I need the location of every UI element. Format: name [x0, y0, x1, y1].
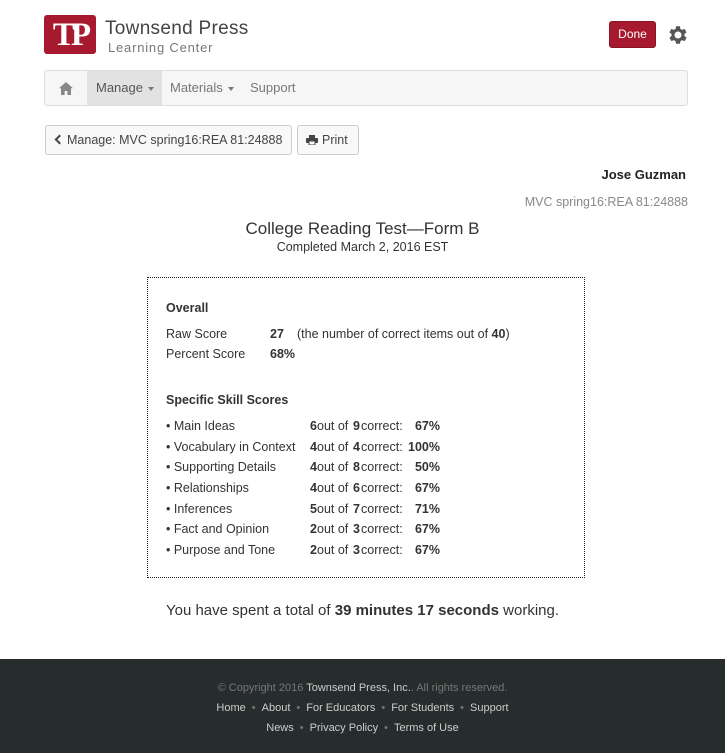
footer-link-support[interactable]: Support — [470, 702, 509, 714]
skill-correct: 2 — [310, 522, 317, 536]
footer-link-educators[interactable]: For Educators — [306, 702, 376, 714]
skill-total: 4 — [353, 440, 360, 454]
percent-score-label: Percent Score — [166, 347, 246, 361]
test-completed-date: Completed March 2, 2016 EST — [276, 240, 449, 254]
skill-out-of: out of — [317, 522, 349, 536]
main-navbar — [44, 70, 688, 106]
skill-row — [166, 543, 586, 563]
skill-correct-label: correct: — [361, 522, 403, 536]
brand-subtitle: Learning Center — [108, 40, 214, 55]
skill-correct-label: correct: — [361, 440, 403, 454]
time-spent-suffix: working. — [498, 602, 560, 619]
footer-separator: • — [296, 702, 301, 714]
done-button[interactable]: Done — [609, 21, 656, 48]
time-spent-prefix: You have spent a total of — [165, 602, 335, 619]
skill-row — [166, 481, 586, 501]
skills-heading: Specific Skill Scores — [166, 393, 289, 407]
time-spent-text — [0, 602, 725, 619]
chevron-down-icon — [228, 87, 234, 91]
footer-links-row-1 — [0, 702, 725, 714]
skill-row — [166, 502, 586, 522]
logo-text: TP — [52, 17, 88, 53]
raw-score-value: 27 — [270, 327, 284, 341]
time-spent-value: 39 minutes 17 seconds — [334, 602, 499, 619]
print-button[interactable] — [297, 125, 359, 155]
overall-heading: Overall — [166, 301, 209, 315]
skill-row — [166, 460, 586, 480]
chevron-left-icon — [55, 135, 65, 145]
raw-score-row — [166, 327, 586, 347]
skill-correct: 4 — [310, 440, 317, 454]
skill-name: • Main Ideas — [166, 419, 235, 433]
skill-name: • Vocabulary in Context — [166, 440, 296, 454]
percent-score-row — [166, 347, 586, 367]
test-title: College Reading Test—Form B — [245, 219, 480, 238]
home-icon — [59, 82, 73, 95]
skill-percent: 67% — [414, 419, 440, 433]
skill-out-of: out of — [317, 502, 349, 516]
skill-percent: 71% — [414, 502, 440, 516]
skill-correct: 6 — [310, 419, 317, 433]
skill-total: 9 — [353, 419, 360, 433]
skill-correct-label: correct: — [361, 460, 403, 474]
header — [0, 0, 725, 70]
skill-total: 6 — [353, 481, 360, 495]
skill-correct: 5 — [310, 502, 317, 516]
footer-separator: • — [460, 702, 465, 714]
raw-total: 40 — [491, 327, 506, 341]
skill-correct-label: correct: — [361, 502, 403, 516]
skill-row — [166, 522, 586, 542]
raw-score-label: Raw Score — [166, 327, 228, 341]
footer-separator: • — [384, 722, 388, 734]
skill-total: 8 — [353, 460, 360, 474]
skill-out-of: out of — [317, 481, 349, 495]
skill-correct: 4 — [310, 481, 317, 495]
skill-out-of: out of — [317, 419, 349, 433]
skill-name: • Purpose and Tone — [166, 543, 276, 557]
footer-link-students[interactable]: For Students — [391, 702, 455, 714]
townsend-press-logo[interactable] — [44, 15, 96, 54]
skill-total: 7 — [353, 502, 360, 516]
chevron-down-icon — [148, 87, 154, 91]
skill-percent: 67% — [414, 481, 440, 495]
skill-out-of: out of — [317, 440, 349, 454]
skill-row — [166, 419, 586, 439]
nav-materials[interactable] — [170, 71, 234, 105]
skill-total: 3 — [353, 522, 360, 536]
gear-icon[interactable] — [665, 23, 689, 47]
print-icon — [306, 135, 318, 145]
skill-correct: 4 — [310, 460, 317, 474]
skill-correct-label: correct: — [361, 419, 403, 433]
raw-note-suffix: ) — [505, 327, 510, 341]
footer-link-about[interactable]: About — [261, 702, 291, 714]
nav-home[interactable] — [45, 71, 87, 105]
back-to-manage-button[interactable] — [45, 125, 292, 155]
footer-separator: • — [299, 722, 304, 734]
raw-score-note — [297, 327, 510, 341]
copyright-prefix: © Copyright 2016 — [217, 682, 307, 694]
company-link[interactable]: Townsend Press, Inc. — [306, 682, 411, 694]
nav-manage-label: Manage — [96, 80, 143, 95]
skill-name: • Inferences — [166, 502, 233, 516]
brand-title: Townsend Press — [105, 18, 249, 39]
skill-percent: 50% — [414, 460, 440, 474]
skill-name: • Fact and Opinion — [166, 522, 270, 536]
footer-link-home[interactable]: Home — [216, 702, 246, 714]
nav-support-label: Support — [250, 80, 296, 95]
footer-separator: • — [251, 702, 256, 714]
footer-separator: • — [381, 702, 386, 714]
score-report — [147, 277, 585, 578]
footer — [0, 659, 725, 753]
student-name: Jose Guzman — [601, 167, 686, 182]
skill-out-of: out of — [317, 460, 349, 474]
skill-percent: 100% — [408, 440, 440, 454]
skill-correct: 2 — [310, 543, 317, 557]
back-button-label: Manage: MVC spring16:REA 81:24888 — [67, 133, 283, 147]
copyright — [0, 682, 725, 694]
skill-out-of: out of — [317, 543, 349, 557]
skill-correct-label: correct: — [361, 481, 403, 495]
nav-manage[interactable] — [87, 71, 162, 105]
print-button-label: Print — [322, 133, 348, 147]
footer-links-row-2 — [0, 722, 725, 734]
percent-score-value: 68% — [270, 347, 296, 361]
class-code: MVC spring16:REA 81:24888 — [524, 195, 688, 209]
footer-link-privacy[interactable]: Privacy Policy — [309, 722, 379, 734]
raw-note-prefix: (the number of correct items out of — [297, 327, 492, 341]
nav-support[interactable] — [250, 71, 296, 105]
skill-name: • Supporting Details — [166, 460, 276, 474]
footer-link-news[interactable]: News — [266, 722, 294, 734]
skill-correct-label: correct: — [361, 543, 403, 557]
skill-total: 3 — [353, 543, 360, 557]
footer-link-terms[interactable]: Terms of Use — [393, 722, 459, 734]
skill-name: • Relationships — [166, 481, 249, 495]
copyright-suffix: . All rights reserved. — [410, 682, 508, 694]
skill-percent: 67% — [414, 522, 440, 536]
skill-row — [166, 440, 586, 460]
skill-percent: 67% — [414, 543, 440, 557]
nav-materials-label: Materials — [170, 80, 223, 95]
